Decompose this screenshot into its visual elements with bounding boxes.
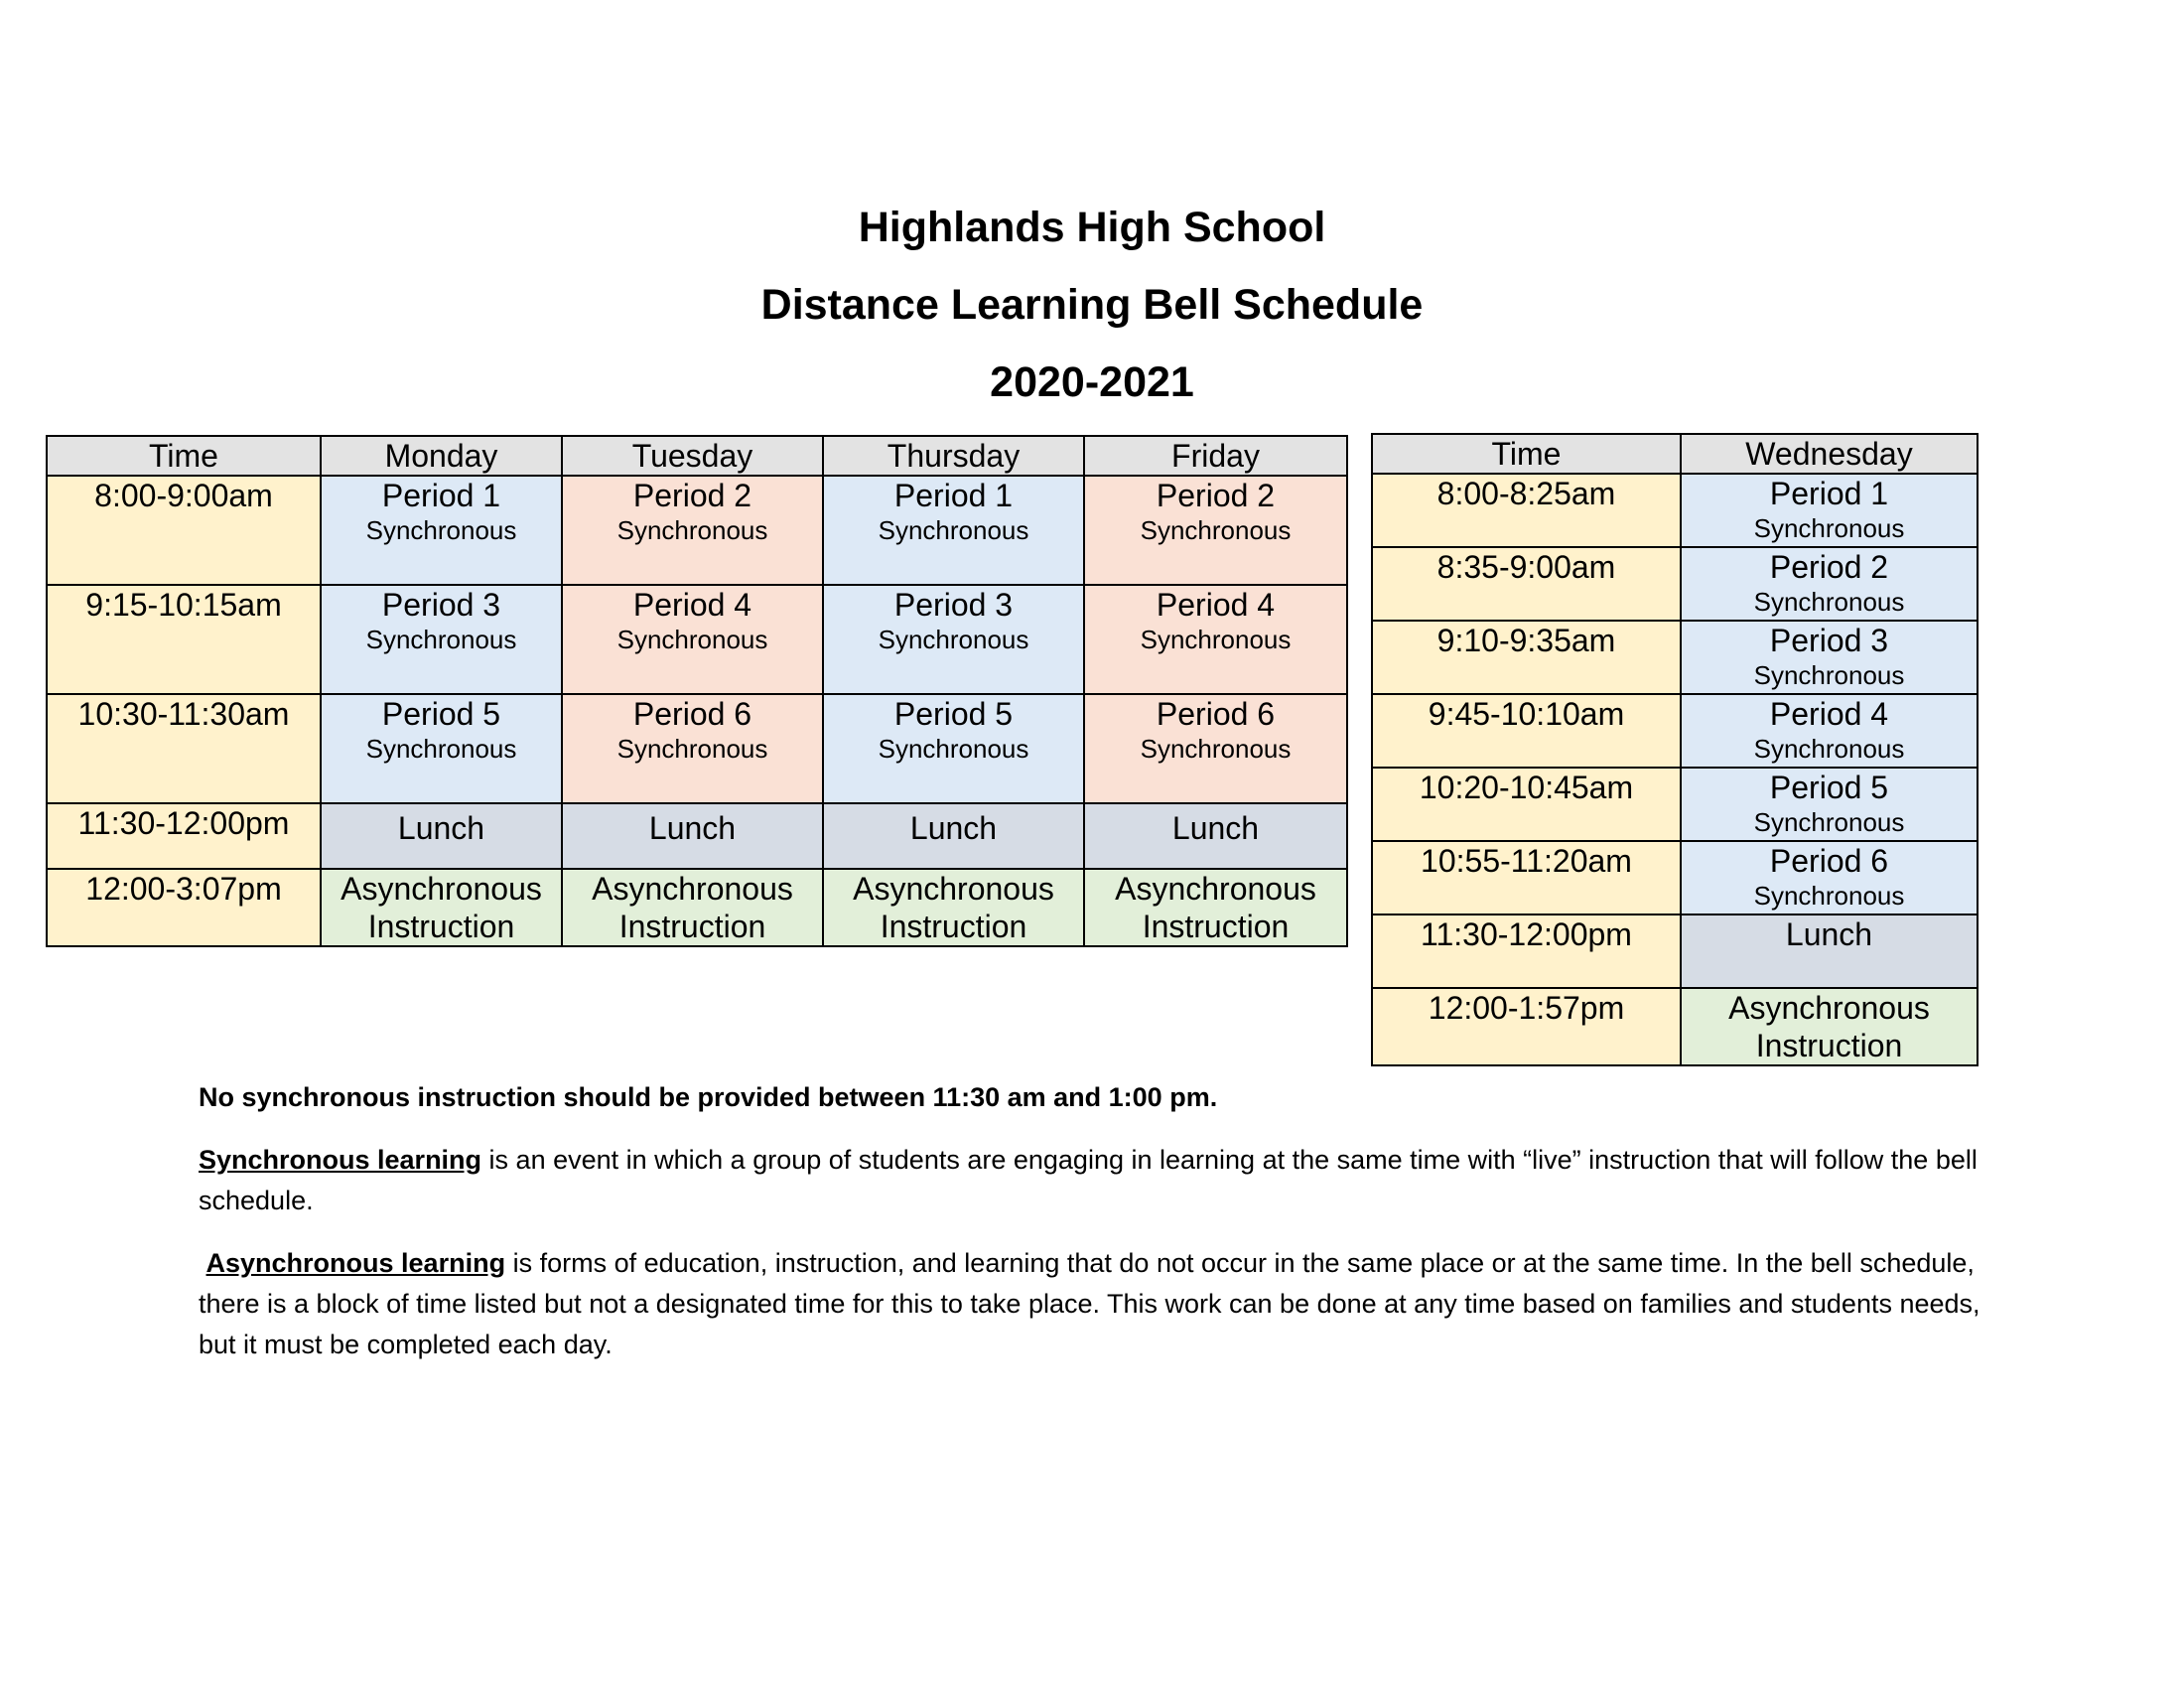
period-name: Period 1: [381, 478, 501, 513]
period-type: Synchronous: [365, 734, 517, 764]
period-cell: [562, 476, 823, 585]
lunch-cell: [321, 803, 562, 869]
lunch-label: Lunch: [397, 810, 485, 846]
time-cell: 10:30-11:30am: [47, 694, 321, 803]
period-cell: [321, 476, 562, 585]
table-row: [1372, 841, 1978, 914]
period-name: Period 2: [1769, 549, 1889, 585]
period-type: Synchronous: [616, 625, 768, 654]
period-cell: [321, 694, 562, 803]
period-type: Synchronous: [616, 515, 768, 545]
period-type: Synchronous: [1753, 881, 1905, 911]
period-name: Period 5: [893, 696, 1014, 732]
time-cell: 8:00-8:25am: [1372, 474, 1681, 547]
period-name: Period 4: [1769, 696, 1889, 732]
period-name: Period 5: [1769, 770, 1889, 805]
period-cell: [1084, 476, 1347, 585]
async-cell: [823, 869, 1084, 946]
table-row: [1372, 694, 1978, 768]
async-label: Asynchronous: [341, 871, 542, 907]
period-name: Period 3: [1769, 623, 1889, 658]
lunch-cell: [1084, 803, 1347, 869]
time-cell: 10:20-10:45am: [1372, 768, 1681, 841]
period-cell: [823, 694, 1084, 803]
async-sub-label: Instruction: [618, 909, 766, 944]
period-type: Synchronous: [1140, 515, 1292, 545]
period-cell: [1084, 694, 1347, 803]
async-cell: [1681, 988, 1978, 1065]
async-cell: [321, 869, 562, 946]
period-cell: [1681, 547, 1978, 621]
async-definition: [199, 1243, 2015, 1365]
async-label: Asynchronous: [853, 871, 1054, 907]
async-description: is forms of education, instruction, and learning that do not occur in the same place or at the same time. In the bell schedule, there is a block of time listed but not a designated time for this to take place. This work can be done at any time based on families and students needs, but it must be completed each day.: [199, 1248, 1980, 1359]
lunch-cell: [1681, 914, 1978, 988]
async-sub-label: Instruction: [367, 909, 515, 944]
period-cell: [1681, 768, 1978, 841]
period-cell: [823, 476, 1084, 585]
period-name: Period 4: [1156, 587, 1276, 623]
column-header: Time: [47, 436, 321, 476]
lunch-label: Lunch: [648, 810, 737, 846]
period-cell: [562, 694, 823, 803]
header-row: [1372, 434, 1978, 474]
period-cell: [1681, 841, 1978, 914]
period-name: Period 2: [1156, 478, 1276, 513]
header-row: [47, 436, 1347, 476]
async-cell: [562, 869, 823, 946]
time-cell: 8:35-9:00am: [1372, 547, 1681, 621]
period-cell: [1681, 621, 1978, 694]
period-name: Period 2: [632, 478, 752, 513]
time-cell: 9:45-10:10am: [1372, 694, 1681, 768]
time-cell: 11:30-12:00pm: [1372, 914, 1681, 988]
time-cell: 12:00-1:57pm: [1372, 988, 1681, 1065]
table-row: [1372, 914, 1978, 988]
period-name: Period 3: [381, 587, 501, 623]
time-cell: 11:30-12:00pm: [47, 803, 321, 869]
period-name: Period 6: [1156, 696, 1276, 732]
period-type: Synchronous: [1753, 660, 1905, 690]
period-type: Synchronous: [365, 515, 517, 545]
time-cell: 9:10-9:35am: [1372, 621, 1681, 694]
schedule-title: Distance Learning Bell Schedule: [760, 281, 1424, 329]
period-name: Period 4: [632, 587, 752, 623]
async-cell: [1084, 869, 1347, 946]
period-type: Synchronous: [878, 625, 1029, 654]
lunch-cell: [562, 803, 823, 869]
async-label: Asynchronous: [592, 871, 793, 907]
column-header: Time: [1372, 434, 1681, 474]
async-label: Asynchronous: [1115, 871, 1316, 907]
table-row: [1372, 547, 1978, 621]
lunch-cell: [823, 803, 1084, 869]
period-name: Period 5: [381, 696, 501, 732]
table-row: [1372, 621, 1978, 694]
period-type: Synchronous: [1753, 734, 1905, 764]
school-name: Highlands High School: [858, 204, 1326, 251]
table-row: [47, 803, 1347, 869]
table-row: [47, 585, 1347, 694]
lunch-label: Lunch: [909, 810, 998, 846]
wednesday-schedule-table: [1371, 433, 1979, 1066]
period-cell: [562, 585, 823, 694]
period-type: Synchronous: [616, 734, 768, 764]
period-type: Synchronous: [1753, 807, 1905, 837]
time-cell: 12:00-3:07pm: [47, 869, 321, 946]
time-cell: 9:15-10:15am: [47, 585, 321, 694]
column-header: Friday: [1084, 436, 1347, 476]
period-type: Synchronous: [878, 734, 1029, 764]
time-cell: 10:55-11:20am: [1372, 841, 1681, 914]
period-name: Period 1: [1769, 476, 1889, 511]
table-row: [1372, 768, 1978, 841]
notes-section: [199, 1077, 2015, 1387]
period-type: Synchronous: [1140, 625, 1292, 654]
period-type: Synchronous: [1140, 734, 1292, 764]
sync-definition: [199, 1140, 2015, 1221]
lunch-label: Lunch: [1785, 916, 1873, 952]
async-label: Asynchronous: [1728, 990, 1930, 1026]
period-name: Period 3: [893, 587, 1014, 623]
period-name: Period 6: [1769, 843, 1889, 879]
table-row: [1372, 988, 1978, 1065]
period-cell: [1681, 694, 1978, 768]
period-cell: [1681, 474, 1978, 547]
period-name: Period 6: [632, 696, 752, 732]
no-sync-note: No synchronous instruction should be provided between 11:30 am and 1:00 pm.: [199, 1082, 1218, 1112]
column-header: Wednesday: [1681, 434, 1978, 474]
period-type: Synchronous: [1753, 513, 1905, 543]
async-sub-label: Instruction: [880, 909, 1027, 944]
sync-description: is an event in which a group of students are engaging in learning at the same time with “live” instruction that will follow the bell schedule.: [199, 1145, 1978, 1215]
period-cell: [1084, 585, 1347, 694]
column-header: Tuesday: [562, 436, 823, 476]
main-schedule-table: [46, 435, 1348, 947]
period-cell: [823, 585, 1084, 694]
table-row: [47, 476, 1347, 585]
time-cell: 8:00-9:00am: [47, 476, 321, 585]
period-type: Synchronous: [878, 515, 1029, 545]
period-type: Synchronous: [365, 625, 517, 654]
column-header: Thursday: [823, 436, 1084, 476]
table-row: [47, 694, 1347, 803]
lunch-label: Lunch: [1171, 810, 1260, 846]
table-row: [47, 869, 1347, 946]
column-header: Monday: [321, 436, 562, 476]
period-type: Synchronous: [1753, 587, 1905, 617]
table-row: [1372, 474, 1978, 547]
title-block: [0, 194, 2184, 426]
async-term: Asynchronous learning: [205, 1248, 506, 1278]
school-year: 2020-2021: [990, 358, 1194, 406]
async-sub-label: Instruction: [1142, 909, 1290, 944]
period-cell: [321, 585, 562, 694]
sync-term: Synchronous learning: [199, 1145, 482, 1175]
period-name: Period 1: [893, 478, 1014, 513]
async-sub-label: Instruction: [1755, 1028, 1903, 1063]
